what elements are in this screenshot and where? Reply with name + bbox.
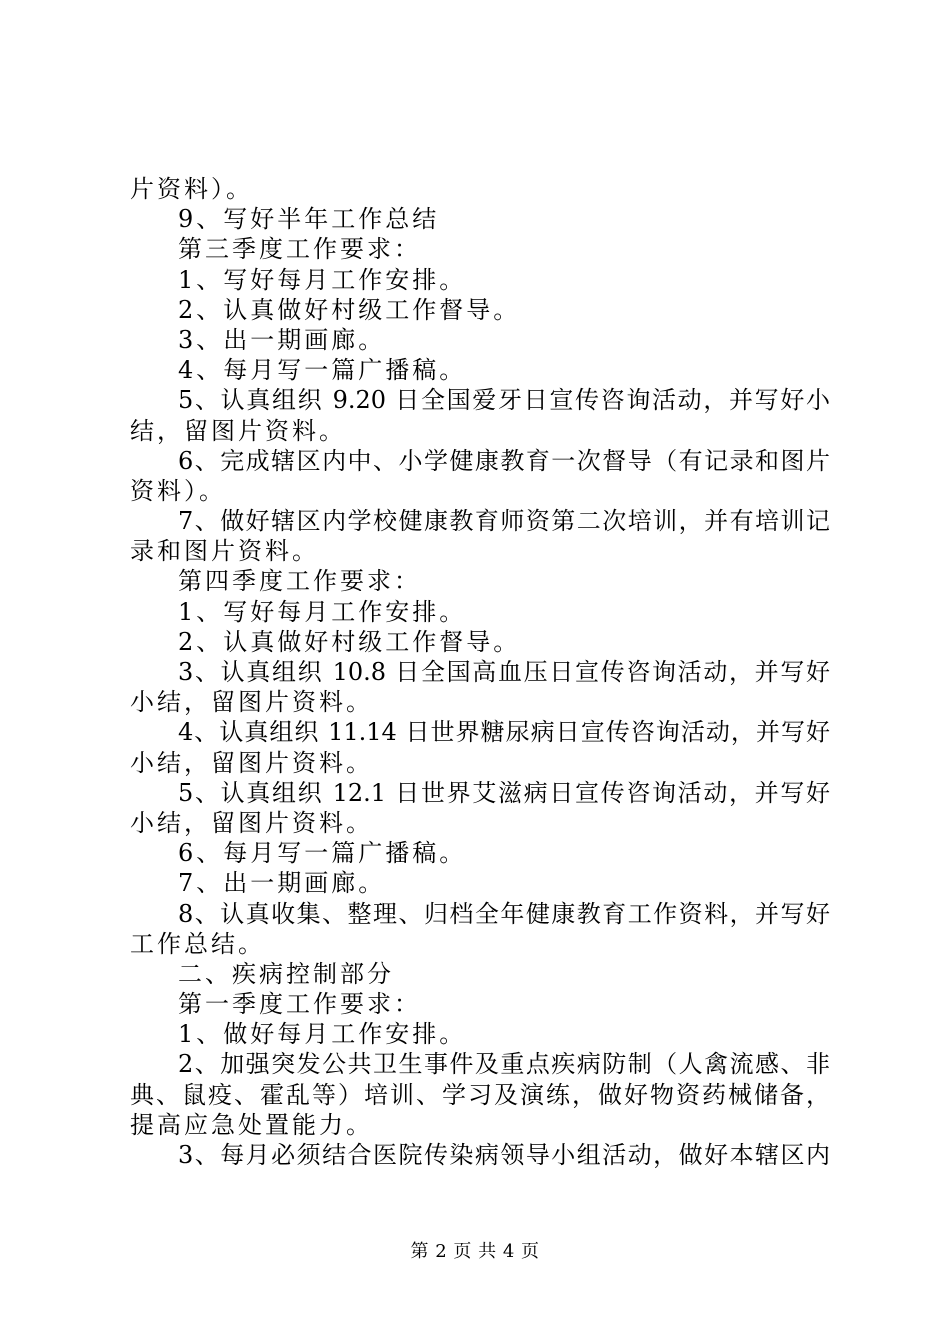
text-line: 片资料）。 [130,175,253,203]
text-line: 二、疾病控制部分 [178,959,394,988]
text-line: 小结，留图片资料。 [130,808,373,837]
text-line: 6、每月写一篇广播稿。 [178,839,467,868]
text-line: 1、做好每月工作安排。 [178,1020,467,1049]
document-body [130,174,830,1170]
text-line: 第一季度工作要求： [178,990,421,1019]
text-line: 7、出一期画廊。 [178,869,386,898]
page-number-footer: 第 2 页 共 4 页 [410,1241,540,1262]
text-line: 结，留图片资料。 [130,416,346,445]
text-line: 第四季度工作要求： [178,567,421,596]
text-line: 小结，留图片资料。 [130,748,373,777]
text-line: 6、完成辖区内中、小学健康教育一次督导（有记录和图片 [178,446,830,475]
text-line: 工作总结。 [130,929,265,958]
text-line: 8、认真收集、整理、归档全年健康教育工作资料，并写好 [178,899,830,928]
text-line: 9、写好半年工作总结 [178,205,440,234]
text-line: 2、加强突发公共卫生事件及重点疾病防制（人禽流感、非 [178,1050,830,1079]
text-line: 1、写好每月工作安排。 [178,265,467,294]
text-line: 提高应急处置能力。 [130,1110,373,1139]
text-line: 5、认真组织 9.20 日全国爱牙日宣传咨询活动，并写好小 [178,386,830,415]
text-line: 5、认真组织 12.1 日世界艾滋病日宣传咨询活动，并写好 [178,778,830,807]
text-line: 2、认真做好村级工作督导。 [178,295,521,324]
text-line: 4、每月写一篇广播稿。 [178,356,467,385]
text-line: 3、每月必须结合医院传染病领导小组活动，做好本辖区内 [178,1141,830,1169]
text-line: 第三季度工作要求： [178,235,421,264]
text-line: 4、认真组织 11.14 日世界糖尿病日宣传咨询活动，并写好 [178,718,830,747]
text-line: 录和图片资料。 [130,537,319,566]
text-line: 3、出一期画廊。 [178,325,386,354]
text-line: 典、鼠疫、霍乱等）培训、学习及演练，做好物资药械储备， [130,1080,830,1109]
text-line: 2、认真做好村级工作督导。 [178,627,521,656]
text-line: 资料）。 [130,476,226,505]
text-line: 3、认真组织 10.8 日全国高血压日宣传咨询活动，并写好 [178,658,830,686]
text-line: 小结，留图片资料。 [130,688,373,717]
text-line: 1、写好每月工作安排。 [178,597,467,626]
text-line: 7、做好辖区内学校健康教育师资第二次培训，并有培训记 [178,507,830,536]
